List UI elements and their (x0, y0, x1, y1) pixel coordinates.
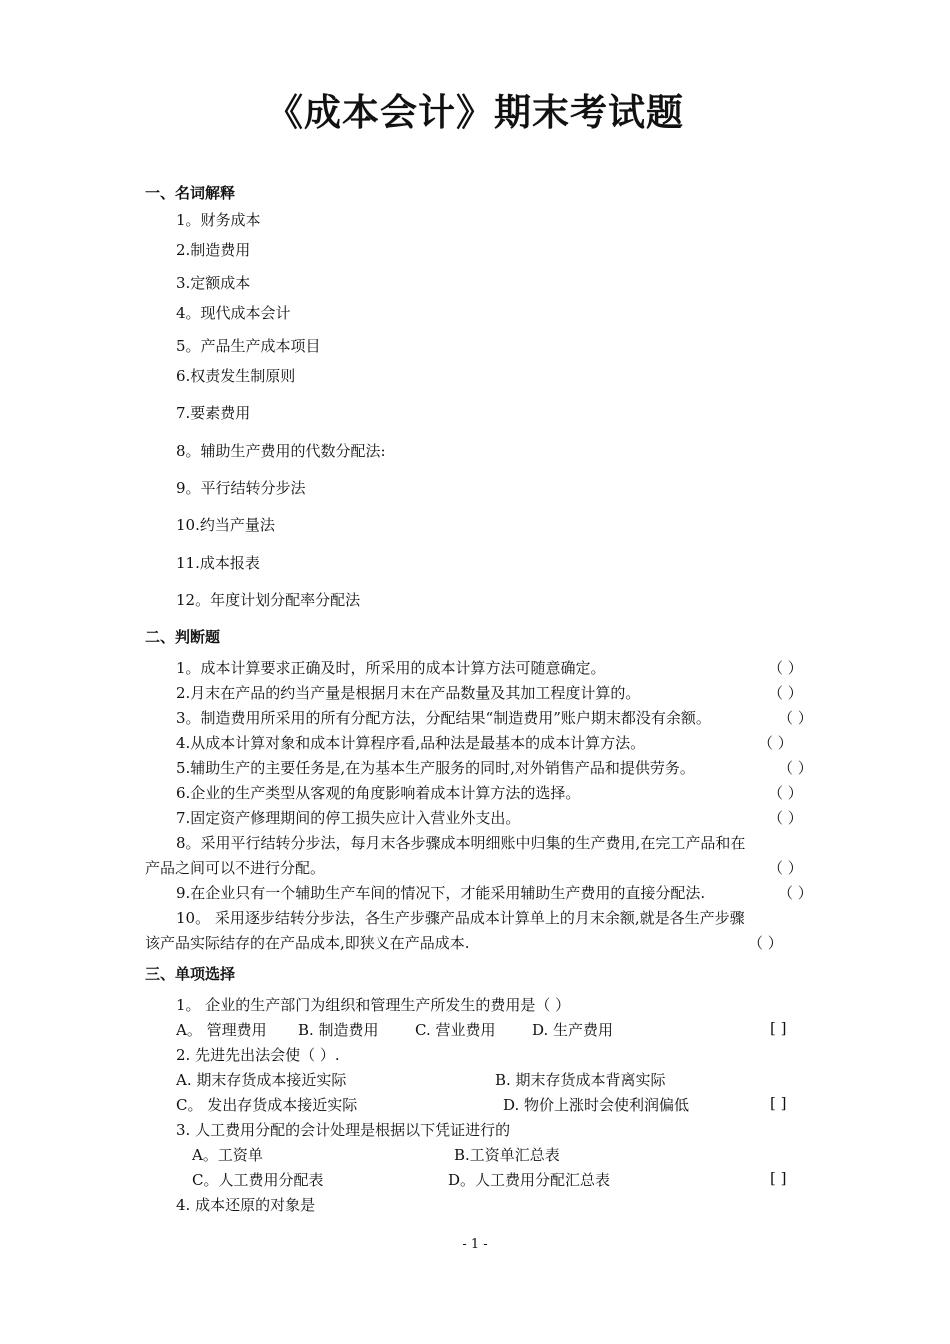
mc-question-1: 1。 企业的生产部门为组织和管理生产所发生的费用是（ ） (176, 996, 571, 1014)
answer-paren: （ ） (778, 759, 813, 777)
mc-option-2d: D. 物价上涨时会使利润偏低 (503, 1096, 690, 1114)
mc-option-3c: C。人工费用分配表 (192, 1171, 324, 1189)
term-item: 2.制造费用 (176, 241, 251, 259)
term-item: 9。平行结转分步法 (176, 479, 306, 497)
term-item: 3.定额成本 (176, 274, 251, 292)
mc-question-3: 3. 人工费用分配的会计处理是根据以下凭证进行的 (176, 1121, 511, 1139)
section-heading-single-choice: 三、单项选择 (145, 965, 236, 983)
term-item: 5。产品生产成本项目 (176, 337, 321, 355)
mc-option-1a: A。 管理费用 (176, 1021, 267, 1039)
tf-question-3: 3。制造费用所采用的所有分配方法，分配结果“制造费用”账户期末都没有余额。 (176, 709, 711, 727)
answer-paren: （ ） (778, 884, 813, 902)
section-heading-definitions: 一、名词解释 (145, 184, 236, 202)
mc-option-2b: B. 期末存货成本背离实际 (495, 1071, 666, 1089)
answer-bracket: [ ] (770, 1169, 787, 1187)
tf-question-2: 2.月末在产品的约当产量是根据月末在产品数量及其加工程度计算的。 (176, 684, 641, 702)
answer-paren: （ ） (748, 934, 783, 952)
tf-question-7: 7.固定资产修理期间的停工损失应计入营业外支出。 (176, 809, 521, 827)
tf-question-9: 9.在企业只有一个辅助生产车间的情况下，才能采用辅助生产费用的直接分配法. (176, 884, 706, 902)
term-item: 7.要素费用 (176, 404, 251, 422)
tf-question-4: 4.从成本计算对象和成本计算程序看,品种法是最基本的成本计算方法。 (176, 734, 646, 752)
mc-option-2a: A. 期末存货成本接近实际 (176, 1071, 347, 1089)
answer-paren: （ ） (758, 734, 793, 752)
mc-option-1d: D. 生产费用 (532, 1021, 614, 1039)
answer-bracket: [ ] (770, 1094, 787, 1112)
mc-question-4: 4. 成本还原的对象是 (176, 1196, 316, 1214)
tf-question-8-cont: 产品之间可以不进行分配。 (145, 859, 326, 877)
term-item: 10.约当产量法 (176, 516, 275, 534)
answer-paren: （ ） (768, 659, 803, 677)
page-number: - 1 - (462, 1237, 488, 1252)
tf-question-1: 1。成本计算要求正确及时，所采用的成本计算方法可随意确定。 (176, 659, 606, 677)
mc-option-1b: B. 制造费用 (298, 1021, 379, 1039)
mc-option-3a: A。工资单 (192, 1146, 263, 1164)
tf-question-10: 10。 采用逐步结转分步法，各生产步骤产品成本计算单上的月末余额,就是各生产步骤 (176, 909, 745, 927)
term-item: 11.成本报表 (176, 554, 260, 572)
answer-paren: （ ） (768, 859, 803, 877)
answer-bracket: [ ] (770, 1019, 787, 1037)
mc-option-3b: B.工资单汇总表 (454, 1146, 560, 1164)
term-item: 6.权责发生制原则 (176, 367, 296, 385)
mc-option-2c: C。 发出存货成本接近实际 (176, 1096, 358, 1114)
tf-question-8: 8。采用平行结转分步法，每月末各步骤成本明细账中归集的生产费用,在完工产品和在 (176, 834, 746, 852)
section-heading-true-false: 二、判断题 (145, 628, 221, 646)
answer-paren: （ ） (768, 809, 803, 827)
document-title: 《成本会计》期末考试题 (266, 91, 684, 134)
answer-paren: （ ） (778, 709, 813, 727)
term-item: 12。年度计划分配率分配法 (176, 591, 361, 609)
term-item: 4。现代成本会计 (176, 304, 291, 322)
answer-paren: （ ） (768, 784, 803, 802)
mc-option-1c: C. 营业费用 (415, 1021, 496, 1039)
mc-option-3d: D。人工费用分配汇总表 (448, 1171, 611, 1189)
tf-question-10-cont: 该产品实际结存的在产品成本,即狭义在产品成本. (145, 934, 470, 952)
tf-question-5: 5.辅助生产的主要任务是,在为基本生产服务的同时,对外销售产品和提供劳务。 (176, 759, 695, 777)
term-item: 8。辅助生产费用的代数分配法: (176, 442, 386, 460)
tf-question-6: 6.企业的生产类型从客观的角度影响着成本计算方法的选择。 (176, 784, 581, 802)
term-item: 1。财务成本 (176, 211, 261, 229)
mc-question-2: 2. 先进先出法会使（ ）. (176, 1046, 340, 1064)
answer-paren: （ ） (768, 684, 803, 702)
